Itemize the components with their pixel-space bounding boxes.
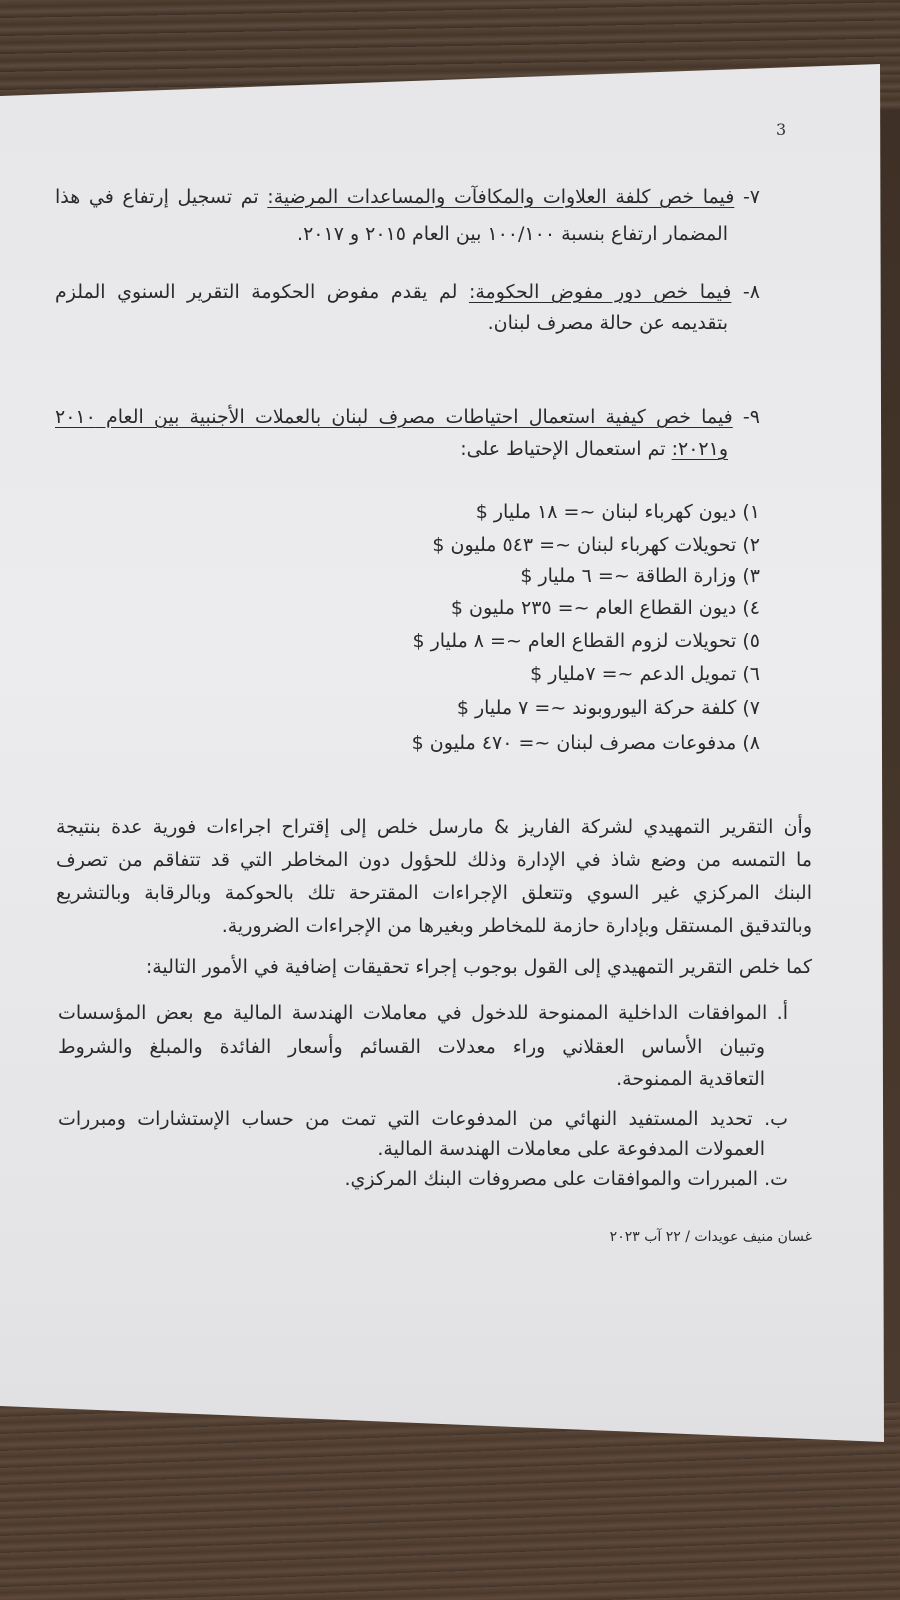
reserve-use-item: ٣) وزارة الطاقة ~= ٦ مليار $ (520, 565, 760, 587)
item7-text: تم تسجيل إرتفاع في هذا (55, 186, 259, 208)
reserve-use-item: ٤) ديون القطاع العام ~= ٢٣٥ مليون $ (450, 597, 760, 619)
reserve-use-item: ٨) مدفوعات مصرف لبنان ~= ٤٧٠ مليون $ (411, 732, 760, 754)
reserve-use-item: ٧) كلفة حركة اليوروبوند ~= ٧ مليار $ (456, 697, 760, 719)
item8-text: لم يقدم مفوض الحكومة التقرير السنوي الملزم (55, 281, 458, 303)
reserve-use-item: ١) ديون كهرباء لبنان ~= ١٨ مليار $ (475, 501, 760, 523)
signature-date-footer: غسان منيف عويدات / ٢٢ آب ٢٠٢٣ (609, 1229, 812, 1245)
item7-heading: فيما خص كلفة العلاوات والمكافآت والمساعدات المرضية: (267, 186, 735, 208)
paragraph2: كما خلص التقرير التمهيدي إلى القول بوجوب إجراء تحقيقات إضافية في الأمور التالية: (145, 956, 812, 978)
investigation-a-line: أ. الموافقات الداخلية الممنوحة للدخول في معاملات الهندسة المالية مع بعض المؤسسات (58, 1002, 788, 1024)
item8-line2: بتقديمه عن حالة مصرف لبنان. (487, 312, 728, 334)
paragraph1-line: ما التمسه من وضع شاذ في الإدارة وذلك للحؤول دون المخاطر التي قد تتفاقم من تصرف (56, 849, 812, 871)
item7-line2: المضمار ارتفاع بنسبة ١٠٠/١٠٠ بين العام ٢٠١٥ و ٢٠١٧. (297, 223, 728, 245)
item8-heading: فيما خص دور مفوض الحكومة: (468, 281, 732, 303)
item8-line1 (55, 283, 760, 302)
reserve-use-item: ٥) تحويلات لزوم القطاع العام ~= ٨ مليار $ (412, 630, 760, 652)
item7-line1 (55, 188, 760, 207)
reserve-use-item: ٦) تمويل الدعم ~= ٧مليار $ (530, 663, 760, 685)
page-number: 3 (776, 120, 787, 139)
investigation-a-line: التعاقدية الممنوحة. (616, 1068, 765, 1090)
item9-text: تم استعمال الإحتياط على: (460, 438, 666, 460)
reserve-use-item: ٢) تحويلات كهرباء لبنان ~= ٥٤٣ مليون $ (432, 534, 760, 556)
paragraph1-line: وبالتدقيق المستقل وبإدارة حازمة للمخاطر وبغيرها من الإجراءات الضرورية. (221, 915, 812, 937)
investigation-a-line: وتبيان الأساس العقلاني وراء معدلات القسائم وأسعار الفائدة والمبلغ والشروط (58, 1036, 765, 1058)
paragraph1-line: وأن التقرير التمهيدي لشركة الفاريز & مارسل خلص إلى إقتراح اجراءات فورية عدة بنتيجة (56, 816, 812, 838)
paragraph1-line: البنك المركزي غير السوي وتتعلق الإجراءات المقترحة تلك بالحوكمة وبالرقابة وبالتشريع (56, 882, 812, 904)
investigation-b-line: ب. تحديد المستفيد النهائي من المدفوعات التي تمت من حساب الإستشارات ومبررات (58, 1108, 788, 1130)
investigation-b-line: العمولات المدفوعة على معاملات الهندسة المالية. (377, 1138, 765, 1160)
item8-number: ٨- (742, 281, 760, 303)
item9-line2 (460, 440, 728, 459)
item9-heading-cont: و٢٠٢١: (671, 438, 728, 460)
item9-number: ٩- (742, 406, 760, 428)
item7-number: ٧- (742, 186, 761, 208)
item9-heading: فيما خص كيفية استعمال احتياطات مصرف لبنان بالعملات الأجنبية بين العام ٢٠١٠ (55, 406, 733, 428)
investigation-c-line: ت. المبررات والموافقات على مصروفات البنك المركزي. (344, 1168, 788, 1190)
item9-line1 (55, 408, 760, 427)
